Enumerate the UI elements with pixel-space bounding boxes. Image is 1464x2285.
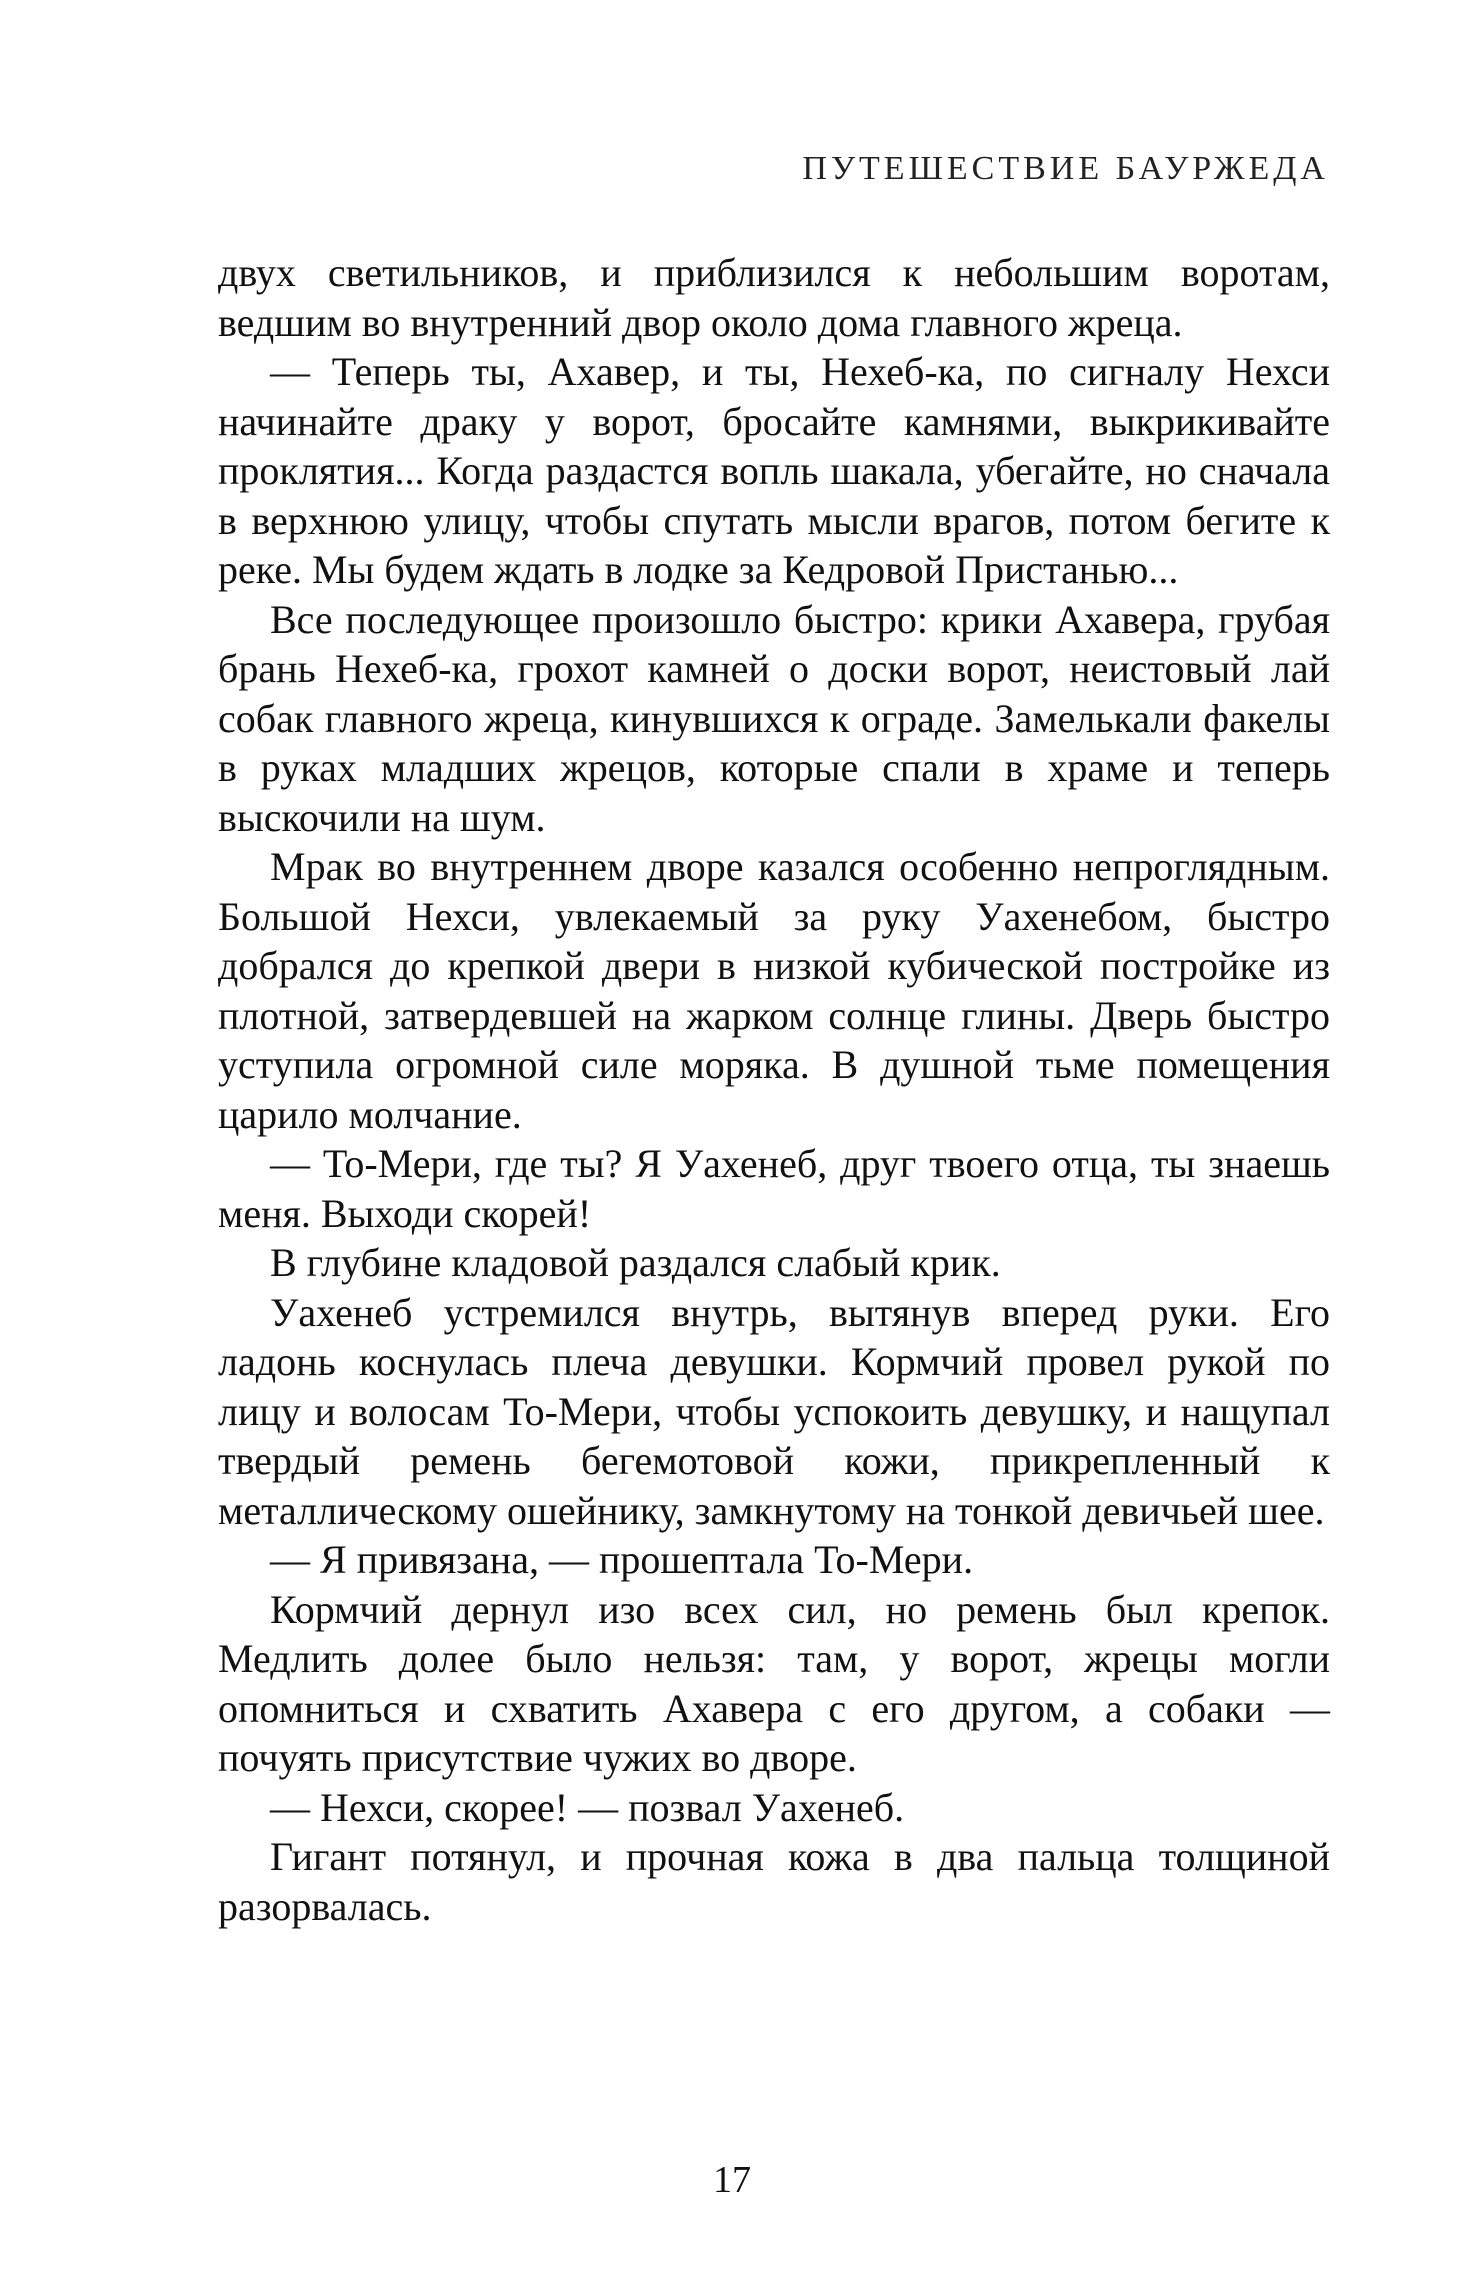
paragraph: — Теперь ты, Ахавер, и ты, Нехеб-ка, по сигналу Нехси начинайте драку у ворот, бросайте камнями, выкрикивайте проклятия... Когда раздастся вопль шакала, убегайте, но сначала в верхнюю улицу, чтобы спутать мысли врагов, потом бегите к реке. Мы будем ждать в лодке за Кедровой Пристанью...: [218, 349, 1330, 592]
paragraph: Уахенеб устремился внутрь, вытянув вперед руки. Его ладонь коснулась плеча девушки. Кормчий провел рукой по лицу и волосам То-Мери, чтобы успокоить девушку, и нащупал твердый ремень бегемотовой кожи, прикрепленный к металлическому ошейнику, замкнутому на тонкой девичьей шее.: [218, 1289, 1330, 1533]
body-text: [218, 248, 1330, 1931]
paragraph: — Нехси, скорее! — позвал Уахенеб.: [270, 1784, 905, 1830]
page-number: 17: [713, 2159, 751, 2201]
paragraph: — То-Мери, где ты? Я Уахенеб, друг твоего отца, ты знаешь меня. Выходи скорей!: [218, 1141, 1330, 1236]
paragraph: Кормчий дернул изо всех сил, но ремень был крепок. Медлить долее было нельзя: там, у ворот, жрецы могли опомниться и схватить Ахавера с его другом, а собаки — почуять присутствие чужих во дворе.: [218, 1586, 1330, 1780]
paragraph: Гигант потянул, и прочная кожа в два пальца толщиной разорвалась.: [218, 1834, 1330, 1929]
paragraph: — Я привязана, — прошептала То-Мери.: [270, 1537, 974, 1582]
paragraph: двух светильников, и приблизился к небольшим воротам, ведшим во внутренний двор около дома главного жреца.: [218, 250, 1330, 345]
paragraph: В глубине кладовой раздался слабый крик.: [270, 1240, 1001, 1285]
paragraph: Мрак во внутреннем дворе казался особенно непроглядным. Большой Нехси, увлекаемый за руку Уахенебом, быстро добрался до крепкой двери в низкой кубической постройке из плотной, затвердевшей на жарком солнце глины. Дверь быстро уступила огромной силе моряка. В душной тьме помещения царило молчание.: [218, 844, 1330, 1137]
running-header: ПУТЕШЕСТВИЕ БАУРЖЕДА: [802, 150, 1329, 187]
paragraph: Все последующее произошло быстро: крики Ахавера, грубая брань Нехеб-ка, грохот камней о доски ворот, неистовый лай собак главного жреца, кинувшихся к ограде. Замелькали факелы в руках младших жрецов, которые спали в храме и теперь выскочили на шум.: [218, 596, 1330, 840]
